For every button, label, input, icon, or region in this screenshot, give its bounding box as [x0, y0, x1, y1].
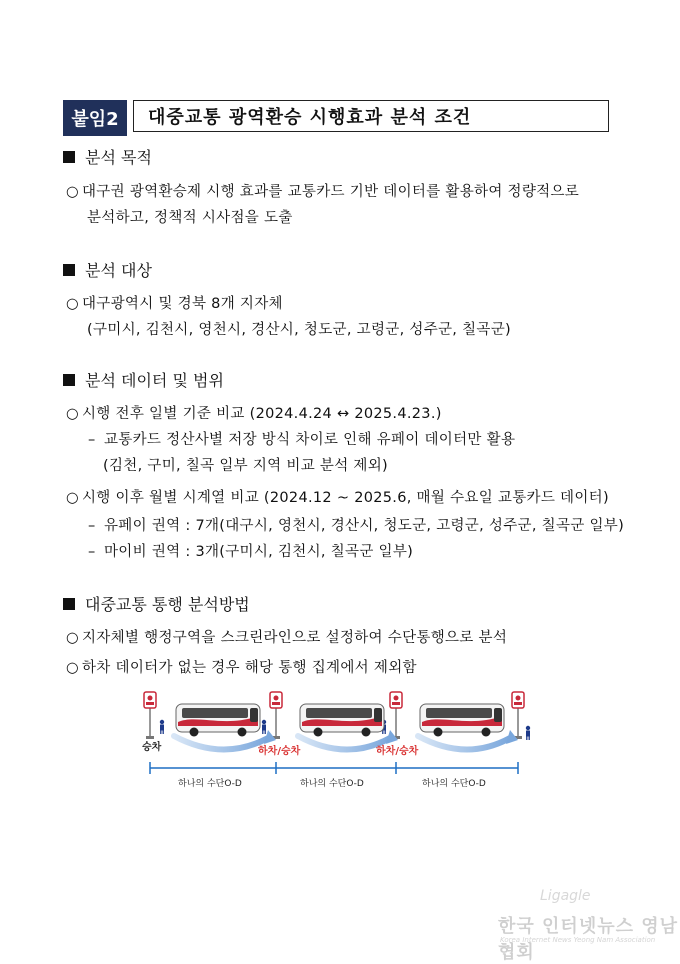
square-bullet-icon: [63, 264, 75, 276]
purpose-line-1: ○ 대구권 광역환승제 시행 효과를 교통카드 기반 데이터를 활용하여 정량적으로: [66, 184, 580, 200]
data-line-1: ○ 시행 전후 일별 기준 비교 (2024.4.24 ↔ 2025.4.23.): [66, 406, 442, 422]
section-heading-data: 분석 데이터 및 범위: [63, 368, 224, 391]
passenger-icon: [262, 720, 266, 734]
section-heading-target: 분석 대상: [63, 258, 152, 281]
watermark-logo: Ligagle: [540, 888, 591, 904]
bus-icon: [176, 704, 260, 737]
od-label-3: 하나의 수단O-D: [422, 779, 486, 789]
od-label-2: 하나의 수단O-D: [300, 779, 364, 789]
od-label-1: 하나의 수단O-D: [178, 779, 242, 789]
purpose-line-2: 분석하고, 정책적 시사점을 도출: [87, 210, 293, 226]
bus-stop-icon: [390, 692, 402, 739]
attachment-tag: 붙임2: [63, 100, 127, 136]
watermark-subtext: Korea Internet News Yeong Nam Association: [500, 936, 656, 944]
passenger-icon: [160, 720, 164, 734]
page-title-block: [63, 100, 611, 136]
data-line-5: – 유페이 권역 : 7개(대구시, 영천시, 경산시, 청도군, 고령군, 성주군, 칠곡군 일부): [88, 518, 625, 534]
target-line-2: (구미시, 김천시, 영천시, 경산시, 청도군, 고령군, 성주군, 칠곡군): [87, 322, 512, 338]
method-line-1: ○ 지자체별 행정구역을 스크린라인으로 설정하여 수단통행으로 분석: [66, 630, 508, 646]
bus-stop-icon: [270, 692, 282, 739]
page-title: 대중교통 광역환승 시행효과 분석 조건: [133, 100, 609, 132]
square-bullet-icon: [63, 374, 75, 386]
bus-icon: [420, 704, 504, 737]
transfer-label-1: 하차/승차: [258, 746, 301, 757]
data-line-2: – 교통카드 정산사별 저장 방식 차이로 인해 유페이 데이터만 활용: [88, 432, 516, 448]
square-bullet-icon: [63, 151, 75, 163]
square-bullet-icon: [63, 598, 75, 610]
passenger-icon: [526, 726, 530, 740]
data-line-3: (김천, 구미, 칠곡 일부 지역 비교 분석 제외): [103, 458, 389, 474]
bus-stop-icon: [512, 692, 524, 739]
method-line-2: ○ 하차 데이터가 없는 경우 해당 통행 집계에서 제외함: [66, 660, 417, 676]
bus-stop-icon: [144, 692, 156, 739]
transfer-label-2: 하차/승차: [376, 746, 419, 757]
data-line-6: – 마이비 권역 : 3개(구미시, 김천시, 칠곡군 일부): [88, 544, 414, 560]
data-line-4: ○ 시행 이후 월별 시계열 비교 (2024.12 ~ 2025.6, 매월 수요일 교통카드 데이터): [66, 490, 609, 506]
watermark-text: 한국 인터넷뉴스 영남협회: [498, 916, 679, 963]
section-heading-method: 대중교통 통행 분석방법: [63, 592, 250, 615]
section-heading-purpose: 분석 목적: [63, 145, 152, 168]
transit-od-diagram: [128, 688, 548, 798]
boarding-label: 승차: [142, 742, 162, 753]
target-line-1: ○ 대구광역시 및 경북 8개 지자체: [66, 296, 283, 312]
bus-icon: [300, 704, 384, 737]
